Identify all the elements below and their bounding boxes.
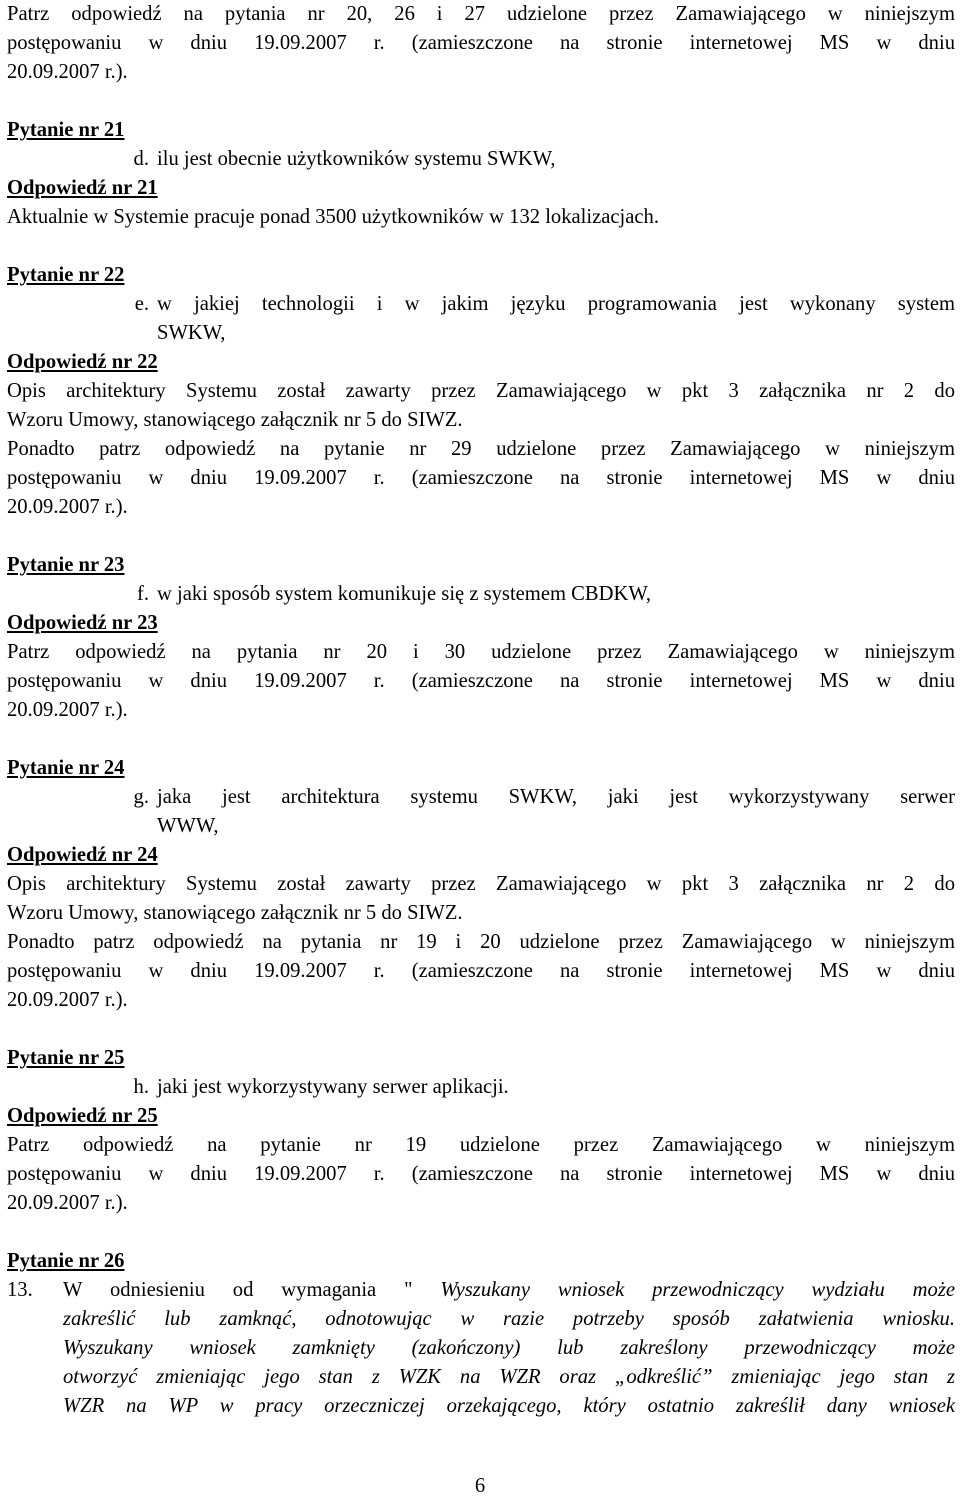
question-26 <box>7 1247 955 1421</box>
question-item <box>7 1073 955 1102</box>
question-item <box>7 783 955 841</box>
intro-paragraph <box>7 0 955 87</box>
requirement-quote: otworzyć zmieniając jego stan z WZK na WZR oraz „odkreślić” zmieniając jego stan z <box>63 1366 955 1388</box>
answer-text: Wzoru Umowy, stanowiącego załącznik nr 5 do SIWZ. <box>7 409 463 431</box>
item-label: e. <box>134 293 149 315</box>
answer-heading: Odpowiedź nr 23 <box>7 612 158 634</box>
requirement-quote: zakreślić lub zamknąć, odnotowując w razie potrzeby sposób załatwienia wniosku. <box>63 1308 955 1330</box>
answer-text: Patrz odpowiedź na pytania nr 20 i 30 udzielone przez Zamawiającego w niniejszym <box>7 641 955 663</box>
answer-text: postępowaniu w dniu 19.09.2007 r. (zamieszczone na stronie internetowej MS w dniu <box>7 960 955 982</box>
intro-line: 20.09.2007 r.). <box>7 61 128 83</box>
answer-text: Aktualnie w Systemie pracuje ponad 3500 użytkowników w 132 lokalizacjach. <box>7 206 659 228</box>
question-item <box>7 1276 955 1421</box>
requirement-quote: Wyszukany wniosek zamknięty (zakończony) lub zakreślony przewodniczący może <box>63 1337 955 1359</box>
question-text: w jaki sposób system komunikuje się z systemem CBDKW, <box>157 583 652 605</box>
question-heading: Pytanie nr 24 <box>7 757 125 779</box>
item-label: g. <box>133 786 149 808</box>
question-item <box>7 580 955 609</box>
answer-text: 20.09.2007 r.). <box>7 1192 128 1214</box>
item-label: h. <box>133 1076 149 1098</box>
answer-text: Ponadto patrz odpowiedź na pytania nr 19 i 20 udzielone przez Zamawiającego w niniejszym <box>7 931 955 953</box>
question-25 <box>7 1044 955 1218</box>
item-label: 13. <box>7 1279 33 1301</box>
question-text: jaki jest wykorzystywany serwer aplikacji. <box>157 1076 509 1098</box>
answer-text: Patrz odpowiedź na pytanie nr 19 udzielone przez Zamawiającego w niniejszym <box>7 1134 955 1156</box>
question-text: WWW, <box>157 815 219 837</box>
question-heading: Pytanie nr 23 <box>7 554 125 576</box>
answer-text: Ponadto patrz odpowiedź na pytanie nr 29 udzielone przez Zamawiającego w niniejszym <box>7 438 955 460</box>
answer-text: 20.09.2007 r.). <box>7 699 128 721</box>
question-item <box>7 145 955 174</box>
question-lead: W odniesieniu od wymagania " <box>63 1279 441 1301</box>
answer-text: Wzoru Umowy, stanowiącego załącznik nr 5 do SIWZ. <box>7 902 463 924</box>
question-21 <box>7 116 955 232</box>
question-22 <box>7 261 955 522</box>
answer-text: postępowaniu w dniu 19.09.2007 r. (zamieszczone na stronie internetowej MS w dniu <box>7 1163 955 1185</box>
question-text <box>63 1276 955 1305</box>
question-text: jaka jest architektura systemu SWKW, jaki jest wykorzystywany serwer <box>157 786 955 808</box>
answer-text: 20.09.2007 r.). <box>7 989 128 1011</box>
item-label: d. <box>133 148 149 170</box>
question-heading: Pytanie nr 26 <box>7 1250 125 1272</box>
answer-text: Opis architektury Systemu został zawarty przez Zamawiającego w pkt 3 załącznika nr 2 do <box>7 873 955 895</box>
question-item <box>7 290 955 348</box>
page-number: 6 <box>474 1475 486 1497</box>
answer-heading: Odpowiedź nr 24 <box>7 844 158 866</box>
question-23 <box>7 551 955 725</box>
answer-heading: Odpowiedź nr 25 <box>7 1105 158 1127</box>
question-text: w jakiej technologii i w jakim języku programowania jest wykonany system <box>157 293 955 315</box>
answer-heading: Odpowiedź nr 21 <box>7 177 158 199</box>
answer-text: postępowaniu w dniu 19.09.2007 r. (zamieszczone na stronie internetowej MS w dniu <box>7 467 955 489</box>
question-heading: Pytanie nr 22 <box>7 264 125 286</box>
requirement-quote: WZR na WP w pracy orzeczniczej orzekającego, który ostatnio zakreślił dany wniosek <box>63 1395 955 1417</box>
question-text: SWKW, <box>157 322 226 344</box>
question-heading: Pytanie nr 21 <box>7 119 125 141</box>
requirement-quote: Wyszukany wniosek przewodniczący wydziału może <box>440 1279 955 1301</box>
question-text: ilu jest obecnie użytkowników systemu SWKW, <box>157 148 556 170</box>
item-label: f. <box>136 583 149 605</box>
intro-line: postępowaniu w dniu 19.09.2007 r. (zamieszczone na stronie internetowej MS w dniu <box>7 32 955 54</box>
question-heading: Pytanie nr 25 <box>7 1047 125 1069</box>
answer-text: 20.09.2007 r.). <box>7 496 128 518</box>
intro-line: Patrz odpowiedź na pytania nr 20, 26 i 27 udzielone przez Zamawiającego w niniejszym <box>7 3 955 25</box>
question-24 <box>7 754 955 1015</box>
answer-text: postępowaniu w dniu 19.09.2007 r. (zamieszczone na stronie internetowej MS w dniu <box>7 670 955 692</box>
answer-text: Opis architektury Systemu został zawarty przez Zamawiającego w pkt 3 załącznika nr 2 do <box>7 380 955 402</box>
answer-heading: Odpowiedź nr 22 <box>7 351 158 373</box>
